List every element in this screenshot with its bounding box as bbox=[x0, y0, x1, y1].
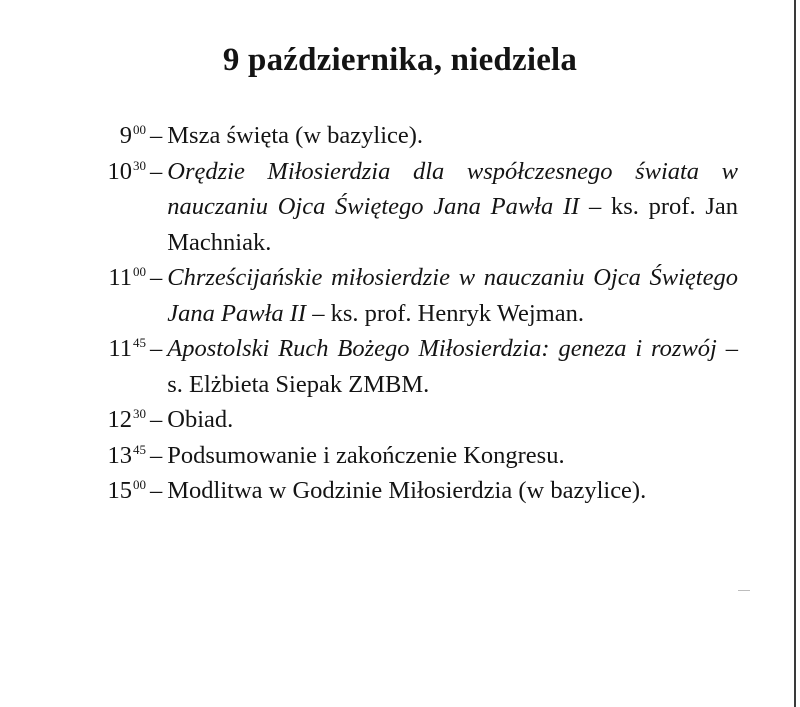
schedule-time: $11^{45}$ bbox=[108, 335, 146, 362]
schedule-dash: – bbox=[150, 335, 163, 362]
schedule-description bbox=[167, 331, 738, 402]
schedule-description bbox=[167, 473, 738, 509]
schedule-plain-text: – s. Elżbieta Siepak ZMBM. bbox=[167, 335, 738, 398]
page-title: 9 października, niedziela bbox=[222, 42, 578, 78]
schedule-dash: – bbox=[150, 157, 163, 185]
schedule-time: $12^{30}$ bbox=[107, 406, 146, 433]
schedule-item bbox=[76, 118, 738, 154]
schedule-item bbox=[76, 154, 738, 261]
schedule-plain-text: Msza święta (w bazylice). bbox=[167, 122, 424, 149]
schedule-item bbox=[76, 260, 738, 331]
lecture-title: Orędzie Miłosierdzia dla współczesnego świata w nauczaniu Ojca Świętego Jana Pawła II bbox=[167, 157, 738, 220]
lecture-title: Apostolski Ruch Bożego Miłosierdzia: geneza i rozwój bbox=[167, 335, 717, 362]
schedule-item bbox=[76, 331, 738, 402]
schedule-item bbox=[76, 438, 738, 474]
schedule-time: $9^{00}$ bbox=[119, 122, 146, 149]
schedule-dash: – bbox=[150, 264, 163, 291]
schedule-description bbox=[167, 154, 738, 261]
schedule-description bbox=[167, 402, 738, 438]
schedule-time: $11^{00}$ bbox=[108, 264, 146, 291]
scan-mark bbox=[738, 590, 750, 591]
schedule-plain-text: Podsumowanie i zakończenie Kongresu. bbox=[167, 441, 565, 469]
schedule-plain-text: – ks. prof. Jan Machniak. bbox=[167, 193, 738, 256]
schedule-plain-text: – ks. prof. Henryk Wejman. bbox=[306, 299, 584, 327]
schedule-dash: – bbox=[150, 406, 163, 433]
schedule-description bbox=[167, 438, 738, 474]
schedule-dash: – bbox=[150, 477, 163, 504]
schedule-dash: – bbox=[150, 122, 163, 149]
lecture-title: Chrześcijańskie miłosierdzie w nauczaniu Ojca Świętego Jana Pawła II bbox=[167, 264, 738, 327]
schedule-plain-text: Obiad. bbox=[167, 406, 234, 433]
schedule-description bbox=[167, 118, 738, 154]
schedule-time: $15^{00}$ bbox=[107, 477, 146, 504]
schedule-time: $10^{30}$ bbox=[107, 157, 146, 185]
schedule-dash: – bbox=[150, 441, 163, 469]
schedule-item bbox=[76, 402, 738, 438]
schedule-item bbox=[76, 473, 738, 509]
schedule-description bbox=[167, 260, 738, 331]
schedule-plain-text: Modlitwa w Godzinie Miłosierdzia (w bazylice). bbox=[167, 477, 647, 504]
schedule-time: $13^{45}$ bbox=[107, 441, 146, 469]
page-edge-line bbox=[794, 0, 796, 707]
schedule-list bbox=[76, 118, 738, 509]
